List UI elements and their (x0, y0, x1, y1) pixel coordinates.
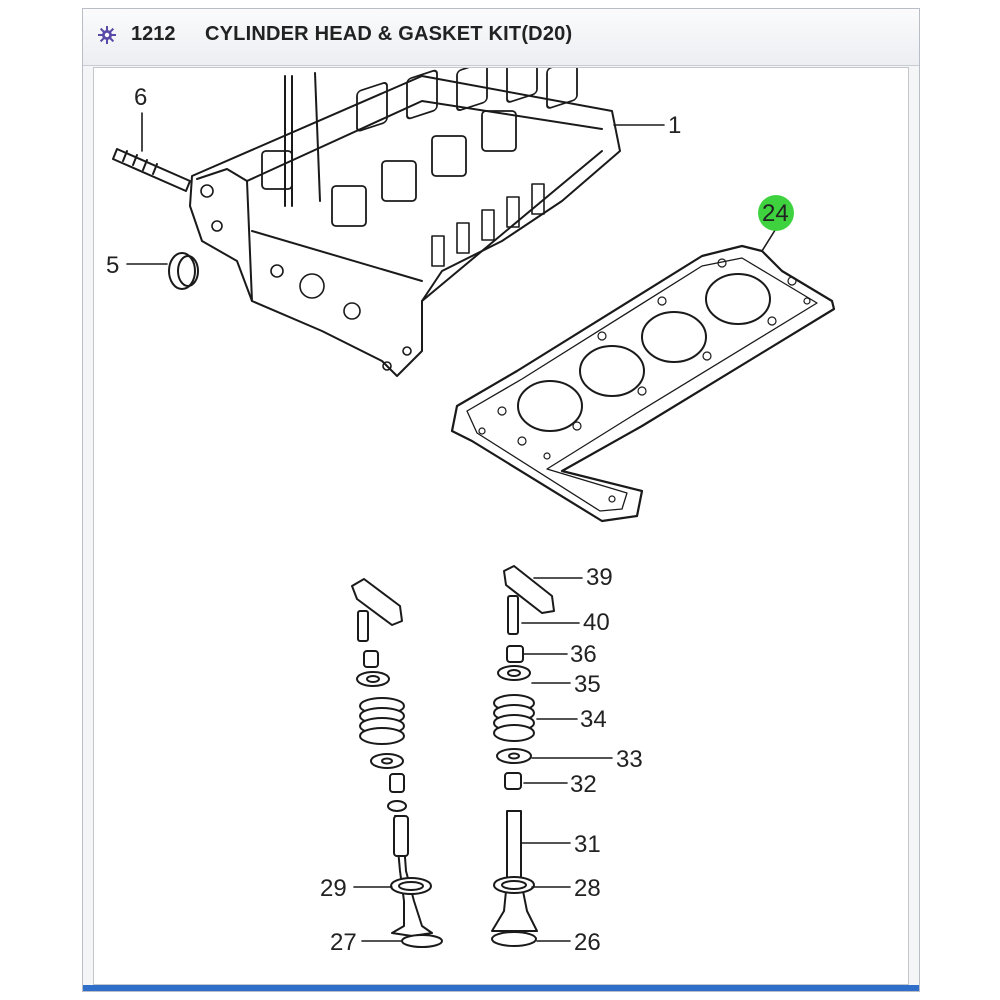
stud[interactable] (113, 149, 190, 191)
callout-28[interactable]: 28 (574, 875, 601, 902)
callout-34[interactable]: 34 (580, 706, 607, 733)
callout-6[interactable]: 6 (134, 84, 148, 111)
gear-icon (97, 25, 117, 45)
title-bar (83, 9, 919, 66)
callout-35[interactable]: 35 (574, 671, 601, 698)
exploded-parts-diagram (94, 68, 908, 984)
oil-seal[interactable] (169, 253, 198, 289)
callout-33[interactable]: 33 (616, 746, 643, 773)
callout-31[interactable]: 31 (574, 831, 601, 858)
cylinder-head[interactable] (190, 68, 620, 376)
callout-26[interactable]: 26 (574, 929, 601, 956)
valve-assembly-left[interactable] (352, 579, 442, 947)
diagram-canvas (93, 67, 909, 985)
callout-40[interactable]: 40 (583, 609, 610, 636)
callout-27[interactable]: 27 (330, 929, 357, 956)
callout-1[interactable]: 1 (668, 112, 682, 139)
callout-29[interactable]: 29 (320, 875, 347, 902)
page-title: CYLINDER HEAD & GASKET KIT(D20) (205, 23, 573, 45)
group-number: 1212 (131, 23, 176, 45)
head-gasket[interactable] (452, 246, 834, 521)
parts-diagram-window (82, 8, 920, 992)
bottom-accent-bar (83, 985, 919, 991)
callout-39[interactable]: 39 (586, 564, 613, 591)
callout-5[interactable]: 5 (106, 252, 120, 279)
callout-36[interactable]: 36 (570, 641, 597, 668)
callout-32[interactable]: 32 (570, 771, 597, 798)
callout-24[interactable]: 24 (762, 200, 789, 227)
